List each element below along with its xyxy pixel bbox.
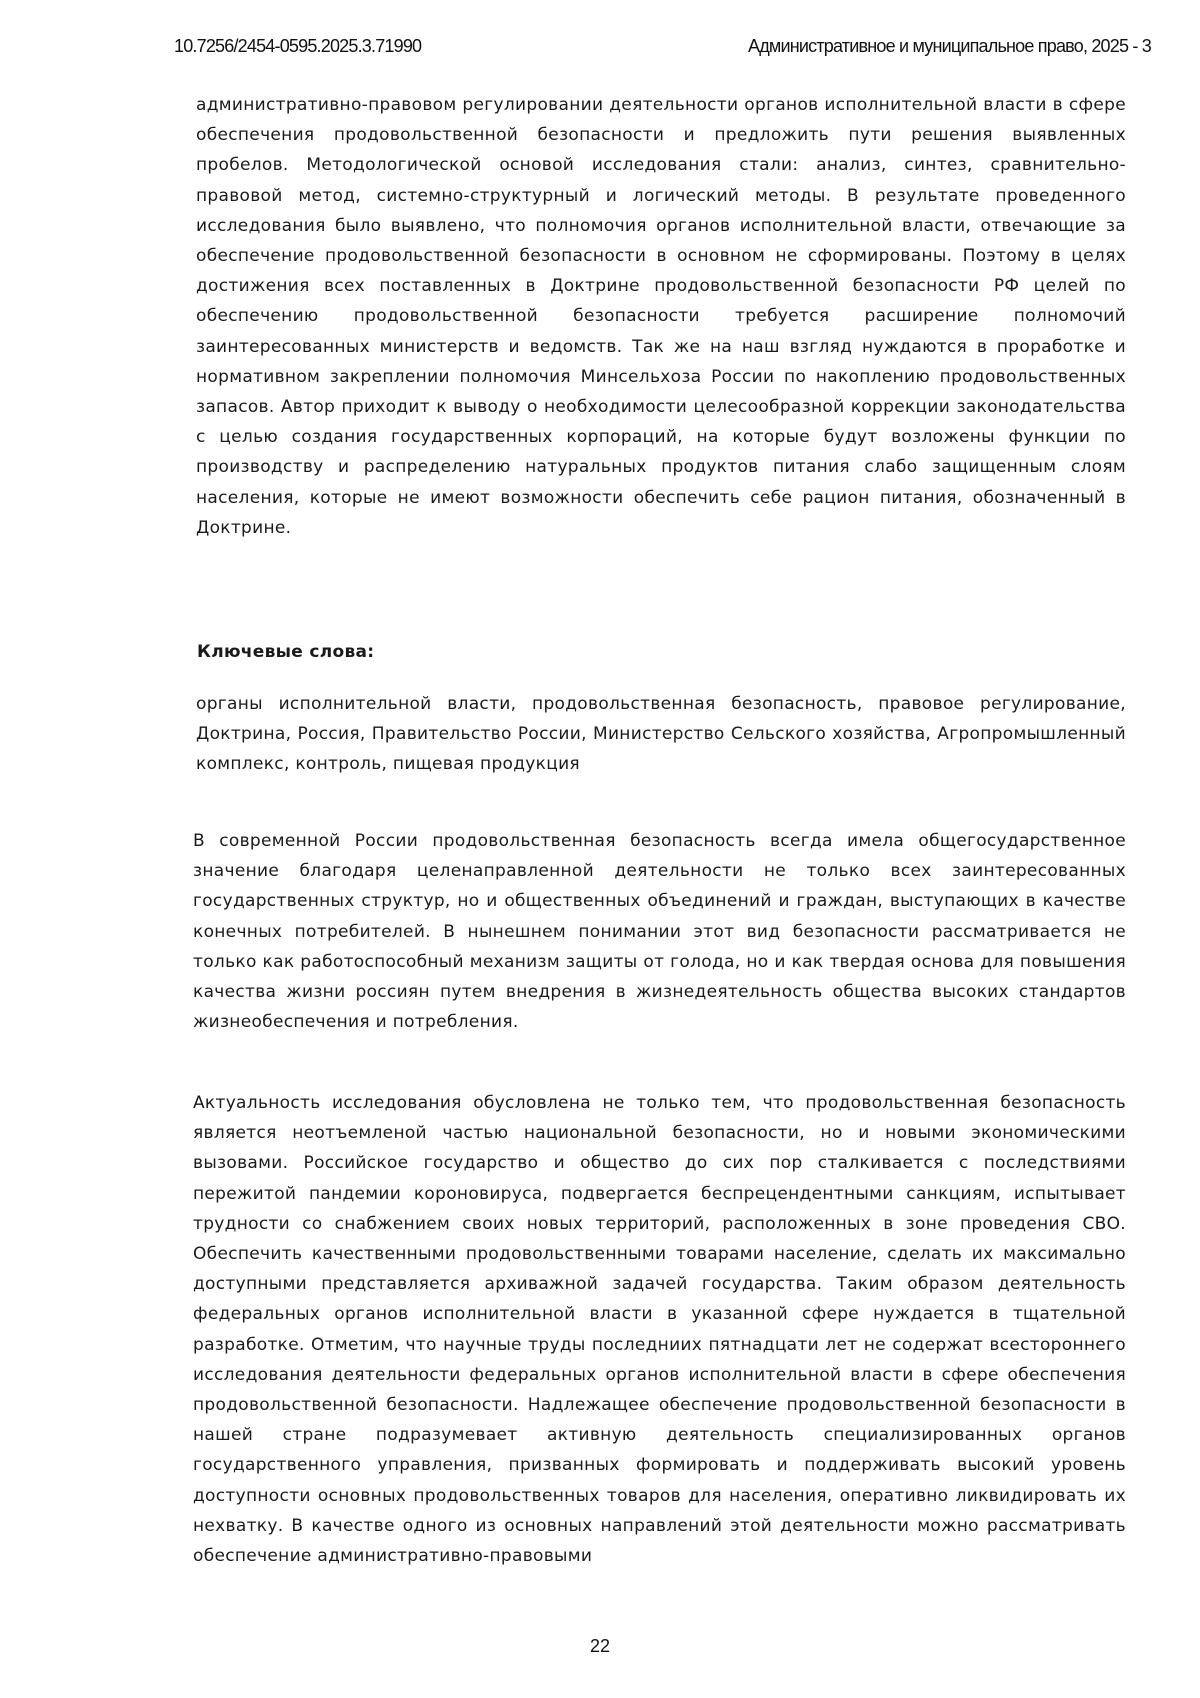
- abstract-paragraph: административно-правовом регулировании деятельности органов исполнительной власти в сфере обеспечения продовольственной безопасности и предложить пути решения выявленных пробелов. Методологической основой исследования стали: анализ, синтез, сравнительно-правовой метод, системно-структурный и логический методы. В результате проведенного исследования было выявлено, что полномочия органов исполнительной власти, отвечающие за обеспечение продовольственной безопасности в основном не сформированы. Поэтому в целях достижения всех поставленных в Доктрине продовольственной безопасности РФ целей по обеспечению продовольственной безопасности требуется расширение полномочий заинтересованных министерств и ведомств. Так же на наш взгляд нуждаются в проработке и нормативном закреплении полномочия Минсельхоза России по накоплению продовольственных запасов. Автор приходит к выводу о необходимости целесообразной коррекции законодательства с целью создания государственных корпораций, на которые будут возложены функции по производству и распределению натуральных продуктов питания слабо защищенным слоям населения, которые не имеют возможности обеспечить себе рацион питания, обозначенный в Доктрине.: [196, 95, 1126, 538]
- body-paragraph-2: Актуальность исследования обусловлена не только тем, что продовольственная безопасность является неотъемленой частью национальной безопасности, но и новыми экономическими вызовами. Российское государство и общество до сих пор сталкивается с последствиями пережитой пандемии короновируса, подвергается беспрецендентными санкциям, испытывает трудности со снабжением своих новых территорий, расположенных в зоне проведения СВО. Обеспечить качественными продовольственными товарами население, сделать их максимально доступными представляется архиважной задачей государства. Таким образом деятельность федеральных органов исполнительной власти в указанной сфере нуждается в тщательной разработке. Отметим, что научные труды последниих пятнадцати лет не содержат всестороннего исследования деятельности федеральных органов исполнительной власти в сфере обеспечения продовольственной безопасности. Надлежащее обеспечение продовольственной безопасности в нашей стране подразумевает активную деятельность специализированных органов государственного управления, призванных формировать и поддерживать высокий уровень доступности основных продовольственных товаров для населения, оперативно ликвидировать их нехватку. В качестве одного из основных направлений этой деятельности можно рассматривать обеспечение административно-правовыми: [193, 1093, 1126, 1567]
- page-number: 22: [589, 1636, 611, 1656]
- journal-title: Административное и муниципальное право, 2025 - 3: [747, 36, 1151, 56]
- keywords-heading: Ключевые слова:: [197, 642, 375, 662]
- body-paragraph-1: В современной России продовольственная безопасность всегда имела общегосударственное значение благодаря целенаправленной деятельности не только всех заинтересованных государственных структур, но и общественных объединений и граждан, выступающих в качестве конечных потребителей. В нынешнем понимании этот вид безопасности рассматривается не только как работоспособный механизм защиты от голода, но и как твердая основа для повышения качества жизни россиян путем внедрения в жизнедеятельность общества высоких стандартов жизнеобеспечения и потребления.: [193, 831, 1126, 1033]
- keywords-text: органы исполнительной власти, продовольственная безопасность, правовое регулирование, Доктрина, Россия, Правительство России, Министерство Сельского хозяйства, Агропромышленный комплекс, контроль, пищевая продукция: [196, 694, 1126, 775]
- doi-label: 10.7256/2454-0595.2025.3.71990: [174, 36, 422, 56]
- page-header: [0, 36, 1200, 62]
